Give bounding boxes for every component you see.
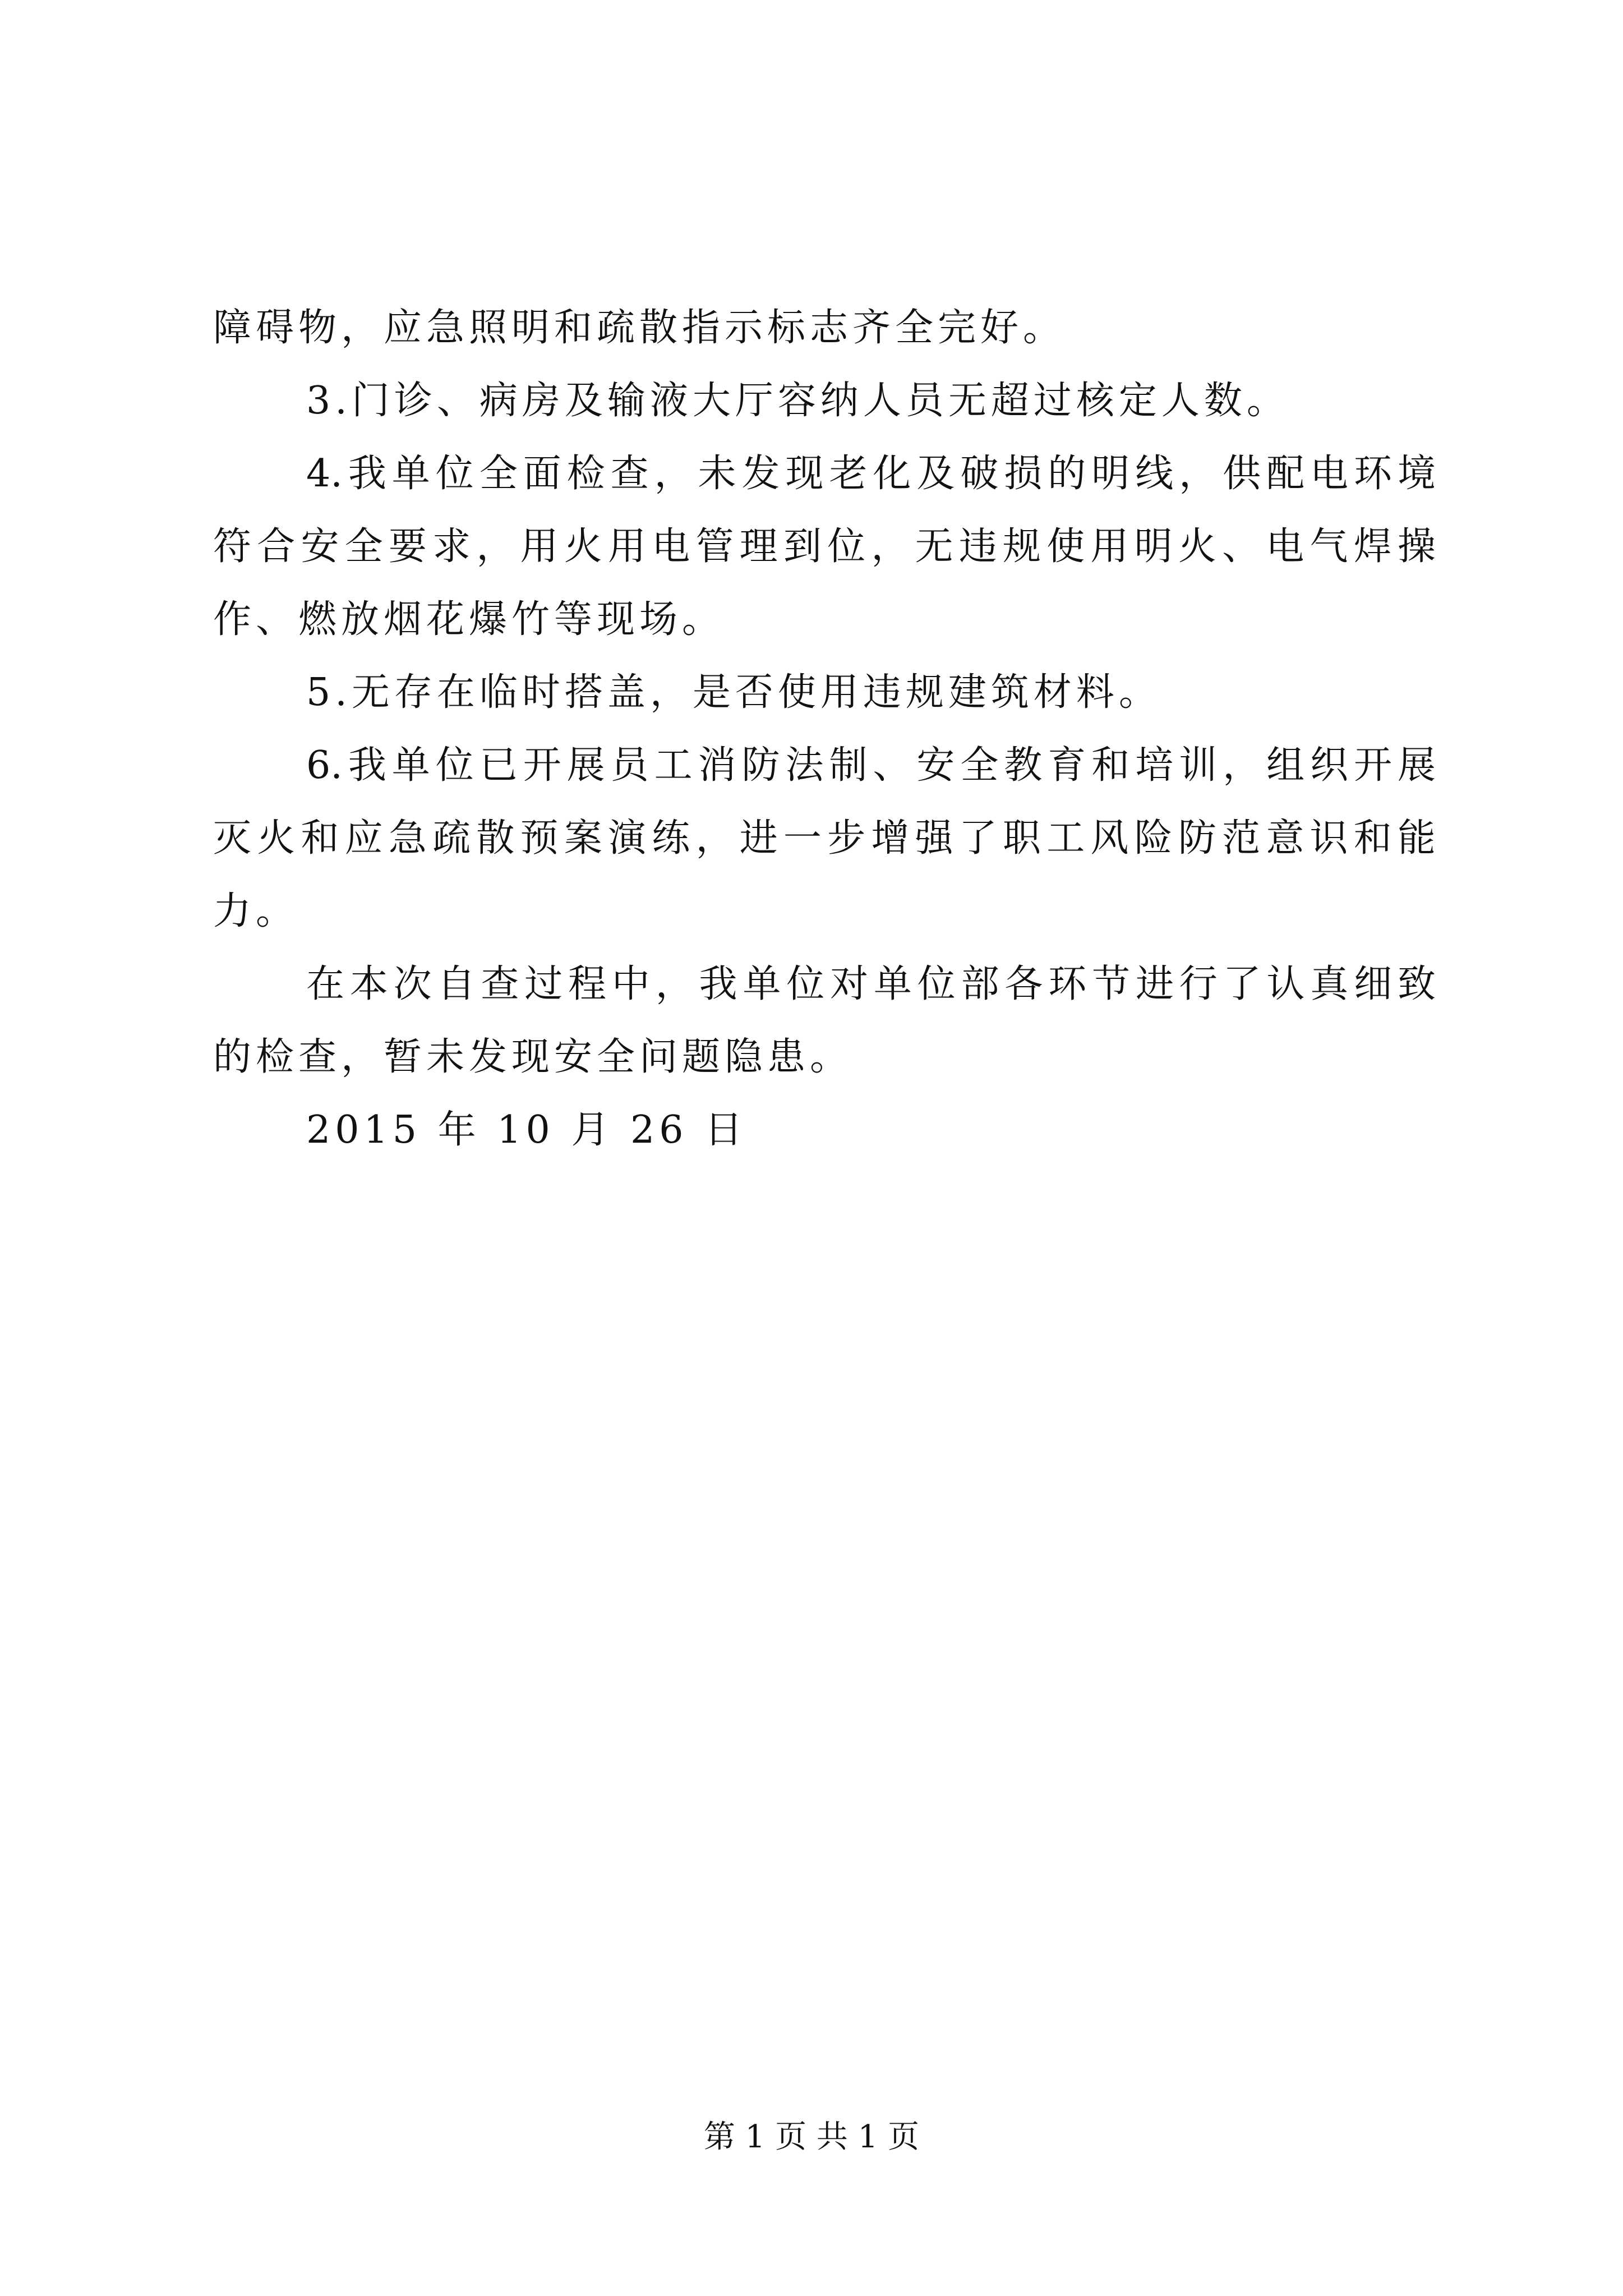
list-item-5: 5.无存在临时搭盖，是否使用违规建筑材料。	[306, 670, 1161, 715]
list-item-6: 6.我单位已开展员工消防法制、安全教育和培训，组织开展	[306, 743, 1436, 788]
document-date: 2015 年 10 月 26 日	[306, 1108, 748, 1152]
text-line: 灭火和应急疏散预案演练，进一步增强了职工风险防范意识和能	[213, 816, 1436, 861]
text-line: 力。	[213, 889, 299, 933]
list-item-4: 4.我单位全面检查，未发现老化及破损的明线，供配电环境	[306, 452, 1436, 496]
document-body	[213, 292, 1436, 1167]
text-line: 障碍物，应急照明和疏散指示标志齐全完好。	[213, 306, 1066, 350]
text-line: 符合安全要求，用火用电管理到位，无违规使用明火、电气焊操	[213, 524, 1436, 569]
list-item-3: 3.门诊、病房及输液大厅容纳人员无超过核定人数。	[306, 379, 1289, 423]
summary-paragraph: 在本次自查过程中，我单位对单位部各环节进行了认真细致	[306, 962, 1436, 1006]
text-line: 的检查，暂未发现安全问题隐患。	[213, 1035, 853, 1079]
text-line: 作、燃放烟花爆竹等现场。	[213, 597, 725, 642]
page-footer: 第 1 页 共 1 页	[703, 2119, 920, 2155]
